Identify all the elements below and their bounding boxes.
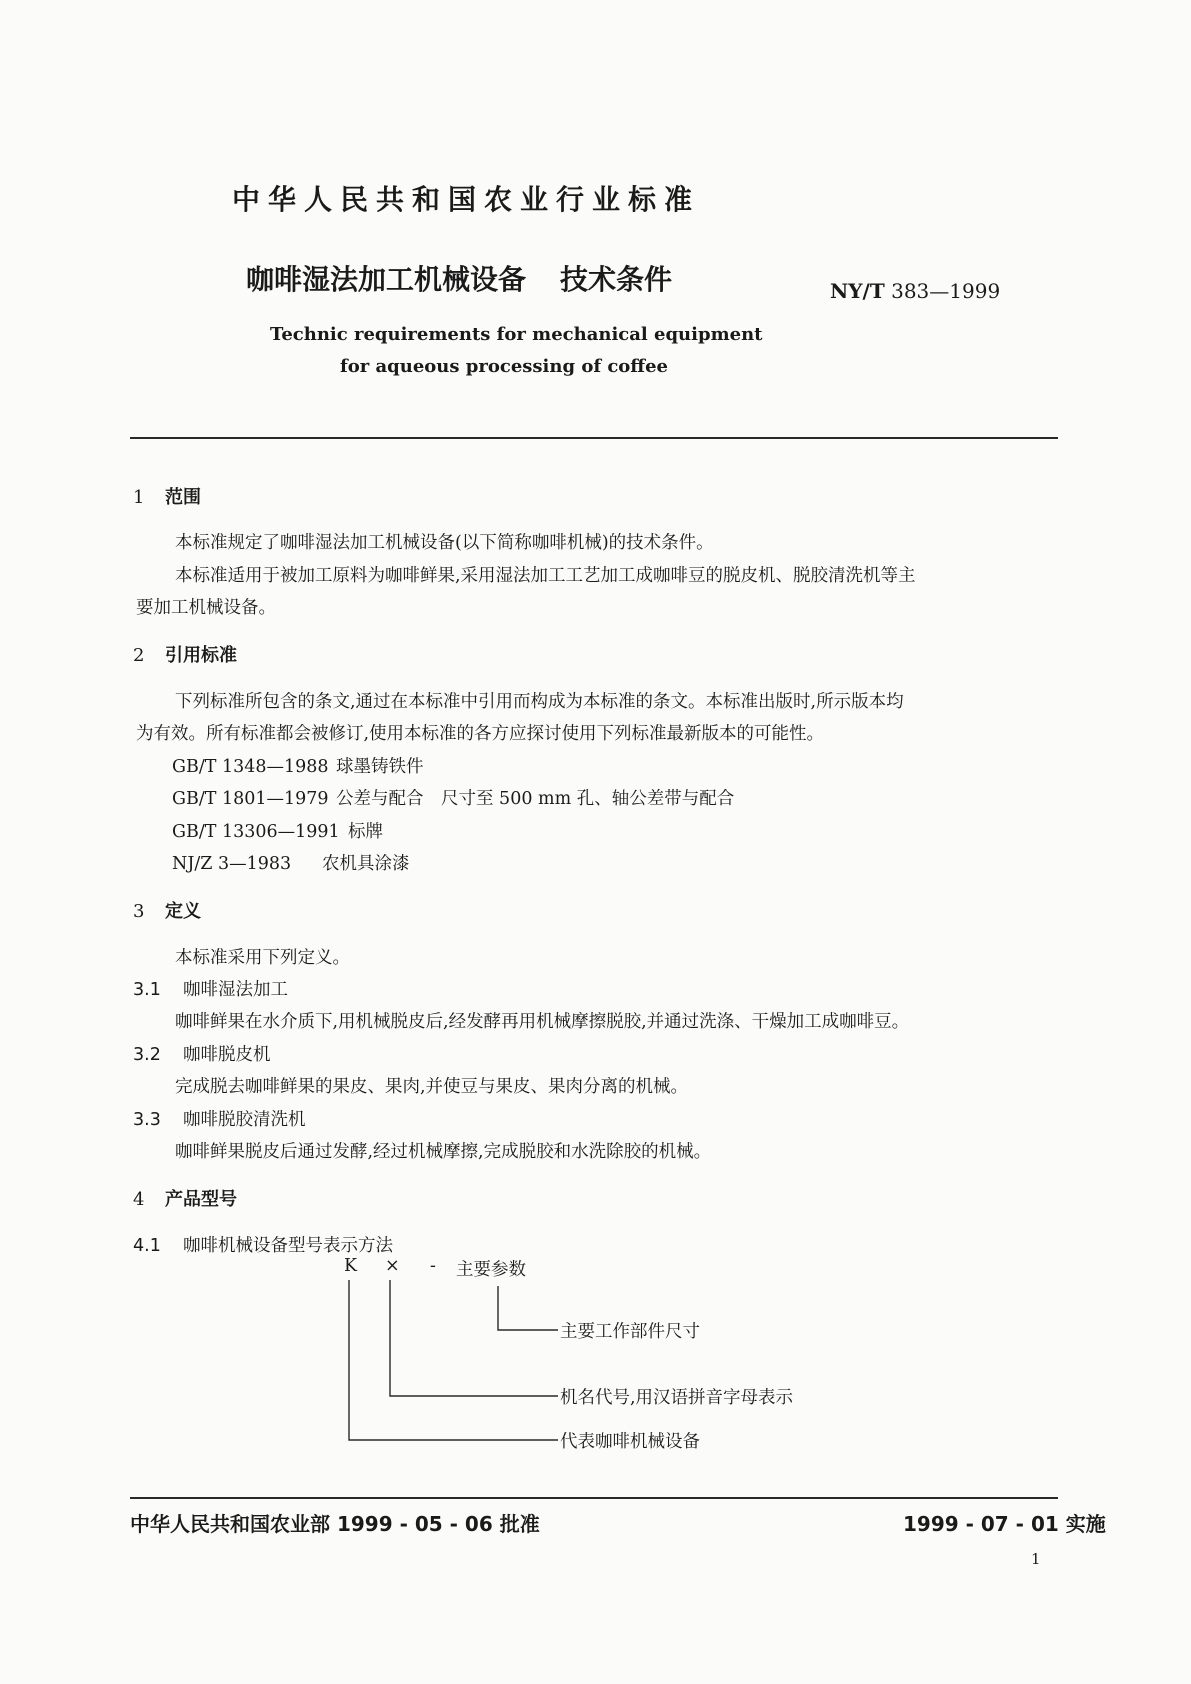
model-code-dash: -: [430, 1256, 436, 1276]
definition-term: 咖啡脱胶清洗机: [183, 1110, 306, 1130]
standard-number: [830, 279, 1000, 303]
section-3-intro: 本标准采用下列定义。: [175, 948, 350, 968]
section-number: 1: [133, 487, 145, 508]
reference-name: 公差与配合 尺寸至 500 mm 孔、轴公差带与配合: [336, 789, 735, 809]
model-code-k: K: [344, 1256, 358, 1276]
definition-text: 完成脱去咖啡鲜果的果皮、果肉,并使豆与果皮、果肉分离的机械。: [175, 1077, 689, 1097]
reference-name: 球墨铸铁件: [336, 757, 424, 777]
standard-prefix: NY/T: [830, 279, 885, 303]
section-4-heading: [133, 1185, 237, 1211]
section-2-para-line1: 下列标准所包含的条文,通过在本标准中引用而构成为本标准的条文。本标准出版时,所示版本均: [175, 692, 904, 712]
definition-heading: [133, 1106, 306, 1131]
document-title-en-line1: Technic requirements for mechanical equipment: [270, 324, 763, 345]
page-number: 1: [1031, 1550, 1041, 1568]
reference-item: [172, 753, 424, 778]
reference-item: [172, 818, 383, 843]
implementation-date: 1999 - 07 - 01 实施: [903, 1512, 1106, 1536]
section-2-para-line2: 为有效。所有标准都会被修订,使用本标准的各方应探讨使用下列标准最新版本的可能性。: [136, 724, 825, 744]
subsection-number: 4.1: [133, 1236, 161, 1256]
document-title-en-line2: for aqueous processing of coffee: [340, 356, 668, 377]
definition-text: 咖啡鲜果脱皮后通过发酵,经过机械摩擦,完成脱胶和水洗除胶的机械。: [175, 1142, 712, 1162]
footer-divider: [130, 1497, 1058, 1499]
section-title: 范围: [165, 487, 201, 508]
reference-item: [172, 850, 410, 875]
title-cn-part2: 技术条件: [560, 263, 673, 296]
label-main-part-size: 主要工作部件尺寸: [560, 1322, 700, 1342]
reference-item: [172, 785, 734, 810]
reference-name: 农机具涂漆: [322, 854, 410, 874]
section-1-heading: [133, 483, 201, 509]
model-notation-diagram: [330, 1248, 570, 1448]
definition-heading: [133, 976, 288, 1001]
reference-code: GB/T 1801—1979: [172, 789, 329, 809]
title-cn-part1: 咖啡湿法加工机械设备: [246, 263, 527, 296]
definition-number: 3.3: [133, 1110, 161, 1130]
definition-number: 3.2: [133, 1045, 161, 1065]
section-1-para2-line1: 本标准适用于被加工原料为咖啡鲜果,采用湿法加工工艺加工成咖啡豆的脱皮机、脱胶清洗机等主: [175, 566, 916, 586]
header-divider: [130, 437, 1058, 439]
param-leader-line: [498, 1286, 558, 1330]
approval-date: 中华人民共和国农业部 1999 - 05 - 06 批准: [130, 1512, 540, 1536]
model-code-param: 主要参数: [456, 1260, 526, 1280]
reference-code: GB/T 13306—1991: [172, 822, 340, 842]
document-title-cn: [246, 258, 672, 298]
subsection-title: 咖啡机械设备型号表示方法: [183, 1236, 393, 1256]
section-number: 2: [133, 645, 145, 666]
section-number: 3: [133, 901, 145, 922]
section-1-para2-line2: 要加工机械设备。: [136, 598, 276, 618]
section-2-heading: [133, 641, 237, 667]
definition-term: 咖啡脱皮机: [183, 1045, 271, 1065]
reference-code: NJ/Z 3—1983: [172, 854, 292, 874]
definition-term: 咖啡湿法加工: [183, 980, 288, 1000]
section-3-heading: [133, 897, 201, 923]
label-coffee-equipment: 代表咖啡机械设备: [560, 1432, 700, 1452]
organization-title: 中华人民共和国农业行业标准: [232, 183, 701, 216]
reference-name: 标牌: [348, 822, 383, 842]
section-title: 产品型号: [165, 1189, 237, 1210]
model-code-x: ×: [385, 1256, 400, 1276]
x-leader-line: [390, 1280, 558, 1396]
definition-number: 3.1: [133, 980, 161, 1000]
section-title: 定义: [165, 901, 201, 922]
section-number: 4: [133, 1189, 145, 1210]
definition-text: 咖啡鲜果在水介质下,用机械脱皮后,经发酵再用机械摩擦脱胶,并通过洗涤、干燥加工成咖啡豆。: [175, 1012, 910, 1032]
reference-code: GB/T 1348—1988: [172, 757, 329, 777]
label-machine-code: 机名代号,用汉语拼音字母表示: [560, 1388, 794, 1408]
standard-code: 383—1999: [891, 279, 1001, 303]
k-leader-line: [349, 1280, 558, 1440]
section-title: 引用标准: [165, 645, 237, 666]
section-1-para1: 本标准规定了咖啡湿法加工机械设备(以下简称咖啡机械)的技术条件。: [175, 533, 714, 553]
definition-heading: [133, 1041, 271, 1066]
